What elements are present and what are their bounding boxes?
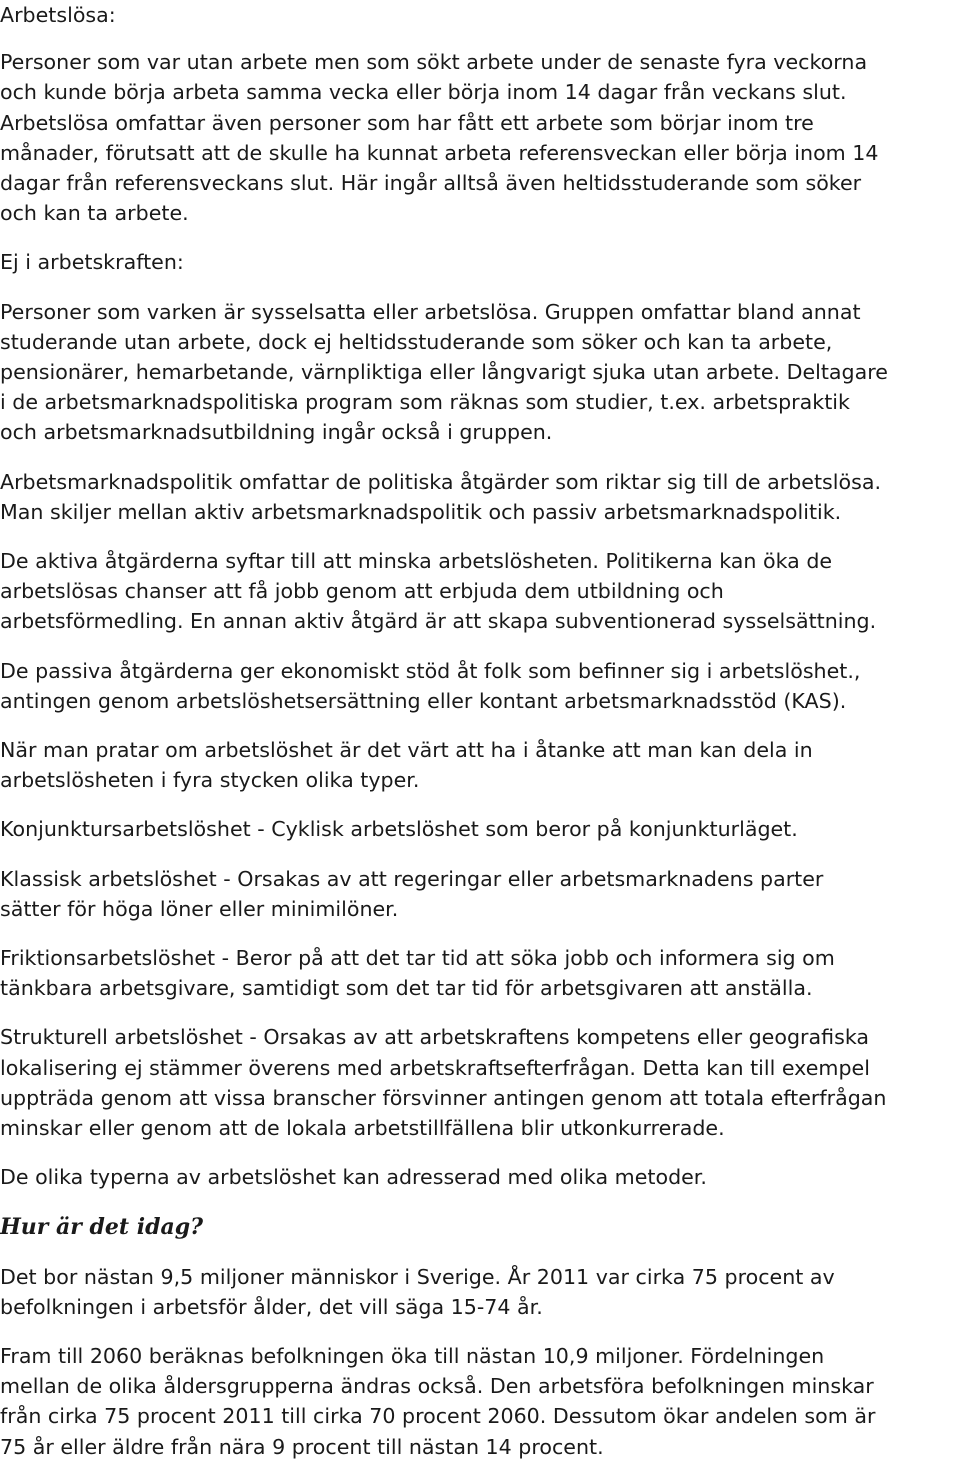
text-line: Arbetslösa omfattar även personer som har fått ett arbete som börjar inom tre — [0, 110, 814, 135]
text-line: i de arbetsmarknadspolitiska program som räknas som studier, t.ex. arbetspraktik — [0, 390, 850, 415]
text-line: Konjunktursarbetslöshet - Cyklisk arbetslöshet som beror på konjunkturläget. — [0, 817, 798, 842]
text-line: Klassisk arbetslöshet - Orsakas av att regeringar eller arbetsmarknadens parter — [0, 866, 824, 891]
text-line: studerande utan arbete, dock ej heltidsstuderande som söker och kan ta arbete, — [0, 329, 833, 354]
text-line: Arbetsmarknadspolitik omfattar de politiska åtgärder som riktar sig till de arbetslösa. — [0, 469, 881, 494]
heading-hur-ar-det-idag: Hur är det idag? — [0, 1213, 204, 1240]
paragraph-klassisk-arbetsloshet — [0, 864, 958, 924]
text-line: arbetslösas chanser att få jobb genom att erbjuda dem utbildning och — [0, 579, 724, 604]
paragraph-typer-av-arbetsloshet — [0, 735, 958, 795]
text-line: och arbetsmarknadsutbildning ingår också i gruppen. — [0, 420, 553, 445]
paragraph-aktiva-atgarder — [0, 546, 958, 637]
text-line: De aktiva åtgärderna syftar till att minska arbetslösheten. Politikerna kan öka de — [0, 549, 833, 574]
text-line: och kunde börja arbeta samma vecka eller börja inom 14 dagar från veckans slut. — [0, 80, 847, 105]
text-line: pensionärer, hemarbetande, värnpliktiga eller långvarigt sjuka utan arbete. Deltagare — [0, 360, 888, 385]
text-line: befolkningen i arbetsför ålder, det vill säga 15-74 år. — [0, 1294, 543, 1319]
text-line: dagar från referensveckans slut. Här ingår alltså även heltidsstuderande som söker — [0, 171, 862, 196]
text-line: arbetsförmedling. En annan aktiv åtgärd är att skapa subventionerad sysselsättning. — [0, 609, 877, 634]
text-line: antingen genom arbetslöshetsersättning eller kontant arbetsmarknadsstöd (KAS). — [0, 688, 847, 713]
text-line: månader, förutsatt att de skulle ha kunnat arbeta referensveckan eller börja inom 14 — [0, 140, 879, 165]
paragraph-olika-metoder — [0, 1162, 958, 1192]
text-line: uppträda genom att vissa branscher försvinner antingen genom att totala efterfrågan — [0, 1085, 887, 1110]
text-line: lokalisering ej stämmer överens med arbetskraftsefterfrågan. Detta kan till exempel — [0, 1055, 870, 1080]
text-line: När man pratar om arbetslöshet är det värt att ha i åtanke att man kan dela in — [0, 738, 813, 763]
paragraph-befolkning-2060 — [0, 1341, 958, 1462]
paragraph-strukturell-arbetsloshet — [0, 1022, 958, 1143]
text-line: Strukturell arbetslöshet - Orsakas av att arbetskraftens kompetens eller geografiska — [0, 1025, 869, 1050]
paragraph-passiva-atgarder — [0, 656, 958, 716]
text-line: 75 år eller äldre från nära 9 procent till nästan 14 procent. — [0, 1434, 604, 1459]
paragraph-befolkning-sverige — [0, 1262, 958, 1322]
text-line: sätter för höga löner eller minimilöner. — [0, 896, 399, 921]
paragraph-konjunkturarbetsloshet — [0, 814, 958, 844]
text-line: Friktionsarbetslöshet - Beror på att det tar tid att söka jobb och informera sig om — [0, 946, 835, 971]
text-line: tänkbara arbetsgivare, samtidigt som det tar tid för arbetsgivaren att anställa. — [0, 976, 813, 1001]
text-line: Personer som varken är sysselsatta eller arbetslösa. Gruppen omfattar bland annat — [0, 299, 861, 324]
text-line: och kan ta arbete. — [0, 201, 189, 226]
text-line: Fram till 2060 beräknas befolkningen öka till nästan 10,9 miljoner. Fördelningen — [0, 1343, 825, 1368]
text-line: Man skiljer mellan aktiv arbetsmarknadspolitik och passiv arbetsmarknadspolitik. — [0, 499, 842, 524]
text-line: arbetslösheten i fyra stycken olika typer. — [0, 768, 420, 793]
paragraph-friktionsarbetsloshet — [0, 943, 958, 1003]
paragraph-ej-i-arbetskraften-definition — [0, 297, 958, 448]
text-line: från cirka 75 procent 2011 till cirka 70 procent 2060. Dessutom ökar andelen som är — [0, 1404, 876, 1429]
paragraph-arbetslosa-definition — [0, 47, 958, 228]
label-arbetslosa: Arbetslösa: — [0, 3, 116, 27]
text-line: De olika typerna av arbetslöshet kan adresserad med olika metoder. — [0, 1165, 707, 1190]
text-line: Det bor nästan 9,5 miljoner människor i Sverige. År 2011 var cirka 75 procent av — [0, 1264, 835, 1289]
text-line: mellan de olika åldersgrupperna ändras också. Den arbetsföra befolkningen minskar — [0, 1374, 874, 1399]
text-line: Personer som var utan arbete men som sökt arbete under de senaste fyra veckorna — [0, 50, 868, 75]
label-ej-i-arbetskraften: Ej i arbetskraften: — [0, 250, 184, 275]
text-line: De passiva åtgärderna ger ekonomiskt stöd åt folk som befinner sig i arbetslöshet., — [0, 658, 861, 683]
text-line: minskar eller genom att de lokala arbetstillfällena blir utkonkurrerade. — [0, 1116, 725, 1141]
paragraph-arbetsmarknadspolitik — [0, 467, 958, 527]
